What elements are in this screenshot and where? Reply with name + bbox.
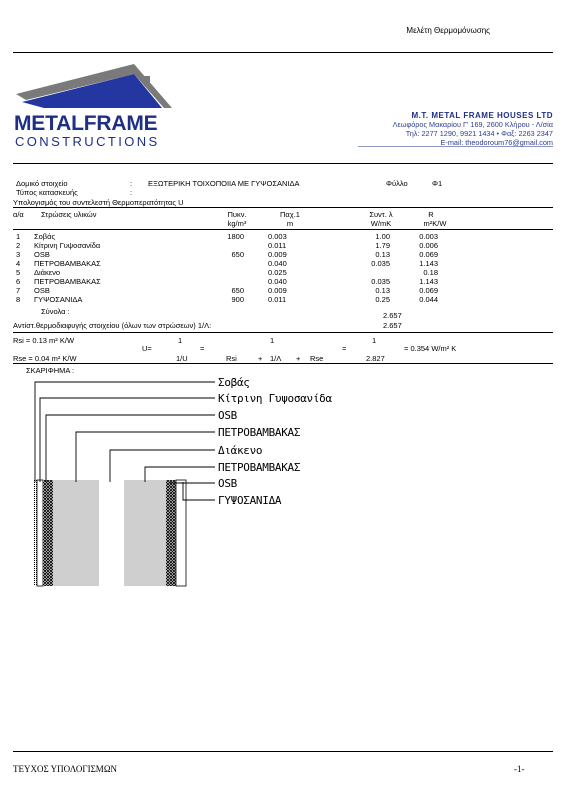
document-title: Μελέτη Θερμομόνωσης (406, 26, 490, 35)
row-r: 0.003 (419, 232, 438, 241)
row-number: 6 (16, 277, 21, 286)
row-number: 1 (16, 232, 21, 241)
row-thickness: 0.003 (268, 232, 287, 241)
layer-osb-2 (166, 480, 176, 586)
row-thickness: 0.040 (268, 259, 287, 268)
sketch-label-gypsum-board: ΓΥΨΟΣΑΝΙΔΑ (218, 494, 282, 507)
row-thickness: 0.011 (268, 295, 287, 304)
layer-rockwool-1 (53, 480, 99, 586)
col-lambda-unit: W/mK (370, 219, 392, 228)
col-r-header: R (428, 210, 434, 219)
row-layer-name: OSB (34, 250, 50, 259)
formula-den-1l: 1/Λ (270, 354, 282, 363)
totals-label: Σύνολα : (41, 307, 70, 316)
formula-den-rse: Rse (310, 354, 324, 363)
row-number: 3 (16, 250, 21, 259)
formula-den-value: 2.827 (366, 354, 385, 363)
row-density: 650 (231, 250, 244, 259)
formula-one-a: 1 (178, 336, 183, 345)
row-r: 0.044 (419, 295, 438, 304)
row-layer-name: ΠΕΤΡΟΒΑΜΒΑΚΑΣ (34, 277, 101, 286)
sketch-label-rockwool-2: ΠΕΤΡΟΒΑΜΒΑΚΑΣ (218, 461, 301, 474)
row-layer-name: OSB (34, 286, 50, 295)
row-density: 650 (231, 286, 244, 295)
totals-value: 2.657 (383, 311, 402, 320)
sketch-label-plaster: Σοβάς (218, 376, 250, 389)
row-density: 900 (231, 295, 244, 304)
element-colon: : (130, 179, 133, 188)
company-phone: Τηλ: 2277 1290, 9921 1434 • Φαξ: 2263 2347 (405, 129, 553, 138)
col-density-header: Πυκν. (227, 210, 247, 219)
col-r-unit: m²K/W (423, 219, 447, 228)
formula-den-rsi: Rsi (226, 354, 237, 363)
construction-type-label: Τύπος κατασκευής (16, 188, 78, 197)
row-lambda: 1.79 (375, 241, 390, 250)
sketch-label-osb-2: OSB (218, 477, 237, 490)
row-r: 0.006 (419, 241, 438, 250)
row-lambda: 0.13 (375, 250, 390, 259)
row-r: 0.069 (419, 286, 438, 295)
logo-text-metalframe: METALFRAME (14, 112, 158, 135)
formula-top-rule (13, 332, 553, 333)
row-number: 5 (16, 268, 21, 277)
company-address: Λεωφόρος Μακαρίου Γ' 169, 2600 Κλήρου - Λ/σία (392, 120, 553, 129)
layer-gypsum-yellow (37, 480, 43, 586)
element-label: Δομικό στοιχείο (16, 179, 68, 188)
col-layers-header: Στρώσεις υλικών (41, 210, 97, 219)
row-lambda: 0.035 (371, 277, 390, 286)
sheet-value: Φ1 (432, 179, 443, 188)
row-r: 1.143 (419, 259, 438, 268)
element-value: ΕΞΩΤΕΡΙΚΗ ΤΟΙΧΟΠΟΙΙΑ ΜΕ ΓΥΨΟΣΑΝΙΔΑ (148, 179, 300, 188)
row-thickness: 0.009 (268, 286, 287, 295)
row-layer-name: ΠΕΤΡΟΒΑΜΒΑΚΑΣ (34, 259, 101, 268)
resistance-value: 2.657 (383, 321, 402, 330)
construction-type-colon: : (130, 188, 133, 197)
row-number: 7 (16, 286, 21, 295)
formula-equals-1: = (200, 344, 205, 353)
row-number: 8 (16, 295, 21, 304)
row-layer-name: Κίτρινη Γυψοσανίδα (34, 241, 101, 250)
col-thickness-unit: m (286, 219, 294, 228)
formula-plus-2: + (296, 354, 301, 363)
u-result: = 0.354 W/m² K (404, 344, 457, 353)
row-lambda: 0.035 (371, 259, 390, 268)
col-thickness-header: Παχ.1 (280, 210, 300, 219)
row-thickness: 0.025 (268, 268, 287, 277)
layer-rockwool-2 (124, 480, 166, 586)
layer-gypsum-board (176, 480, 186, 586)
resistance-label: Αντίστ.θερμοδιαφυγής στοιχείου (όλων των στρώσεων) 1/Λ: (13, 321, 212, 330)
sketch-label-air-gap: Διάκενο (218, 444, 263, 457)
row-lambda: 0.25 (375, 295, 390, 304)
sketch-title: ΣΚΑΡΙΦΗΜΑ : (26, 366, 75, 375)
logo-roof-icon (14, 62, 174, 118)
row-lambda: 1.00 (375, 232, 390, 241)
row-number: 4 (16, 259, 21, 268)
formula-plus-1: + (258, 354, 263, 363)
sheet-label: Φύλλο (386, 179, 408, 188)
row-density: 1800 (227, 232, 244, 241)
logo-bottom-rule (13, 163, 553, 164)
table-header-rule (13, 229, 553, 230)
row-lambda: 0.13 (375, 286, 390, 295)
row-thickness: 0.009 (268, 250, 287, 259)
formula-den-1u: 1/U (176, 354, 188, 363)
col-aa-header: α/α (13, 210, 24, 219)
row-r: 1.143 (419, 277, 438, 286)
row-thickness: 0.011 (268, 241, 287, 250)
formula-one-c: 1 (372, 336, 377, 345)
rse-value: Rse = 0.04 m² K/W (13, 354, 77, 363)
row-layer-name: Διάκενο (34, 268, 61, 277)
footer-page-number: -1- (514, 764, 525, 774)
row-r: 0.069 (419, 250, 438, 259)
row-layer-name: Σοβάς (34, 232, 56, 241)
sketch-label-gypsum-yellow: Κίτρινη Γυψοσανίδα (218, 392, 332, 405)
sketch-label-rockwool-1: ΠΕΤΡΟΒΑΜΒΑΚΑΣ (218, 426, 301, 439)
col-density-unit: kg/m³ (227, 219, 247, 228)
table-top-rule (13, 207, 553, 208)
rsi-value: Rsi = 0.13 m² K/W (13, 336, 75, 345)
company-name: M.T. METAL FRAME HOUSES LTD (411, 111, 553, 120)
formula-one-b: 1 (270, 336, 275, 345)
formula-u-equals: U= (142, 344, 152, 353)
layer-air-gap (99, 480, 124, 586)
row-layer-name: ΓΥΨΟΣΑΝΙΔΑ (34, 295, 83, 304)
layer-plaster (34, 480, 37, 586)
footer-rule (13, 751, 553, 752)
formula-equals-2: = (342, 344, 347, 353)
row-thickness: 0.040 (268, 277, 287, 286)
company-email: E-mail: theodoroum76@gmail.com (440, 138, 553, 147)
row-number: 2 (16, 241, 21, 250)
formula-bottom-rule (13, 363, 553, 364)
sketch-label-osb-1: OSB (218, 409, 237, 422)
col-lambda-header: Συντ. λ (369, 210, 393, 219)
row-r: 0.18 (423, 268, 438, 277)
layer-osb-1 (43, 480, 53, 586)
calc-heading: Υπολογισμός του συντελεστή Θερμοπερατότητας U (13, 198, 184, 207)
logo-text-constructions: CONSTRUCTIONS (15, 134, 160, 149)
footer-document-type: ΤΕΥΧΟΣ ΥΠΟΛΟΓΙΣΜΩΝ (13, 764, 118, 774)
header-rule (13, 52, 553, 53)
